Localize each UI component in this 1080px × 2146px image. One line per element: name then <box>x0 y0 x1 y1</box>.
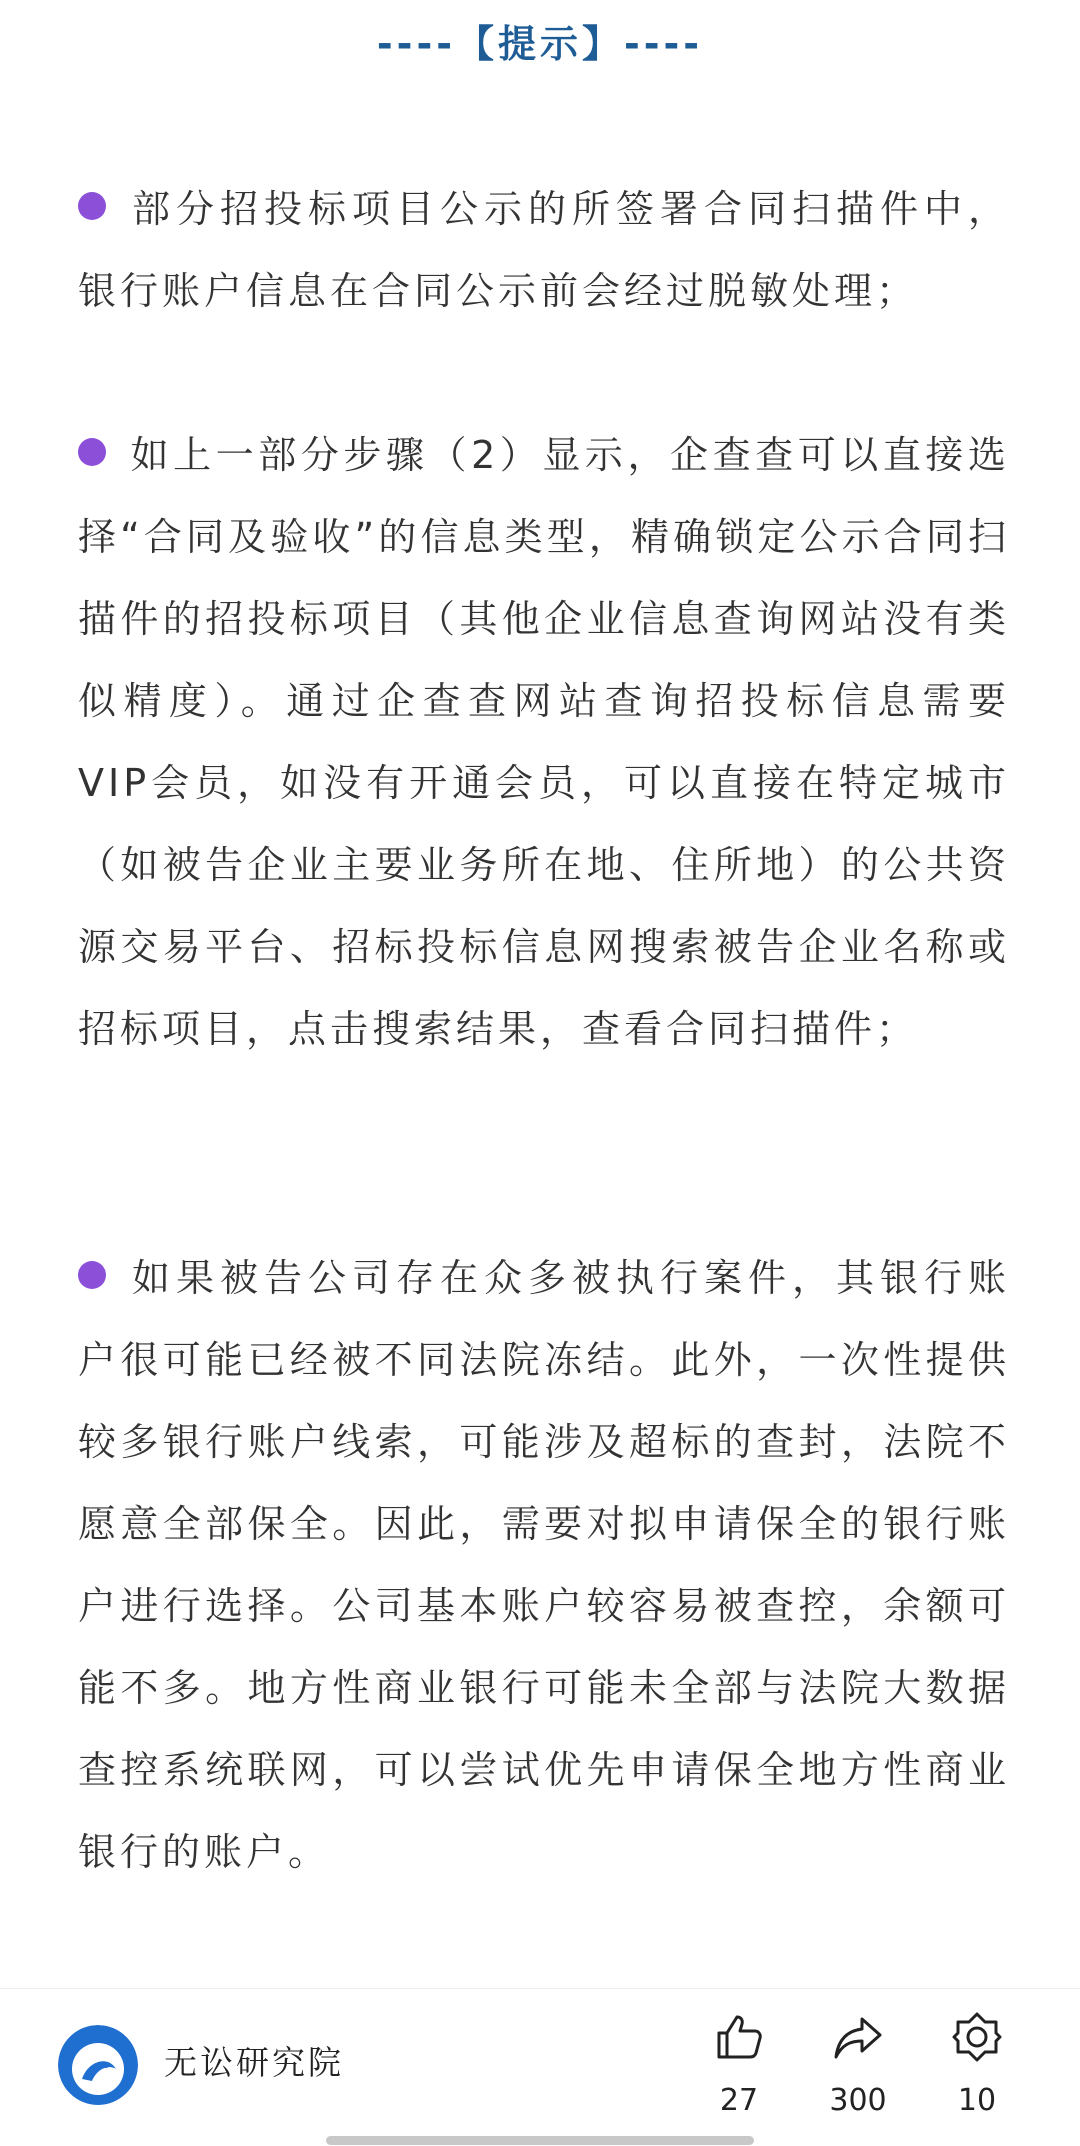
share-button[interactable] <box>803 2011 913 2131</box>
section-heading: ----【提示】---- <box>376 22 704 66</box>
home-indicator[interactable] <box>326 2136 754 2145</box>
like-count: 27 <box>719 2083 759 2118</box>
like-button[interactable] <box>684 2011 794 2131</box>
bullet-dot-icon <box>78 192 106 220</box>
share-arrow-icon <box>832 2011 884 2063</box>
tip-paragraph-1 <box>78 168 1010 332</box>
tip-paragraph-2 <box>78 414 1010 1070</box>
tip-paragraph-2-text: 如上一部分步骤（2）显示，企查查可以直接选择“合同及验收”的信息类型，精确锁定公示合同扫描件的招投标项目（其他企业信息查询网站没有类似精度）。通过企查查网站查询招投标信息需要VIP会员，如没有开通会员，可以直接在特定城市（如被告企业主要业务所在地、住所地）的公共资源交易平台、招标投标信息网搜索被告企业名称或招标项目，点击搜索结果，查看合同扫描件； <box>78 433 1010 1051</box>
tip-paragraph-3 <box>78 1237 1010 1893</box>
bottom-action-bar <box>0 1988 1080 2146</box>
comment-icon <box>951 2011 1003 2063</box>
bullet-dot-icon <box>78 1261 106 1289</box>
comment-count: 10 <box>957 2083 997 2118</box>
tip-paragraph-3-text: 如果被告公司存在众多被执行案件，其银行账户很可能已经被不同法院冻结。此外，一次性提供较多银行账户线索，可能涉及超标的查封，法院不愿意全部保全。因此，需要对拟申请保全的银行账户进行选择。公司基本账户较容易被查控，余额可能不多。地方性商业银行可能未全部与法院大数据查控系统联网，可以尝试优先申请保全地方性商业银行的账户。 <box>78 1256 1010 1874</box>
thumbs-up-icon <box>713 2011 765 2063</box>
tip-paragraph-1-text: 部分招投标项目公示的所签署合同扫描件中，银行账户信息在合同公示前会经过脱敏处理； <box>78 187 1010 313</box>
share-count: 300 <box>829 2083 887 2118</box>
comment-button[interactable] <box>922 2011 1032 2131</box>
bullet-dot-icon <box>78 438 106 466</box>
avatar-logo-icon[interactable] <box>58 2025 138 2105</box>
author-name[interactable]: 无讼研究院 <box>164 2043 344 2082</box>
